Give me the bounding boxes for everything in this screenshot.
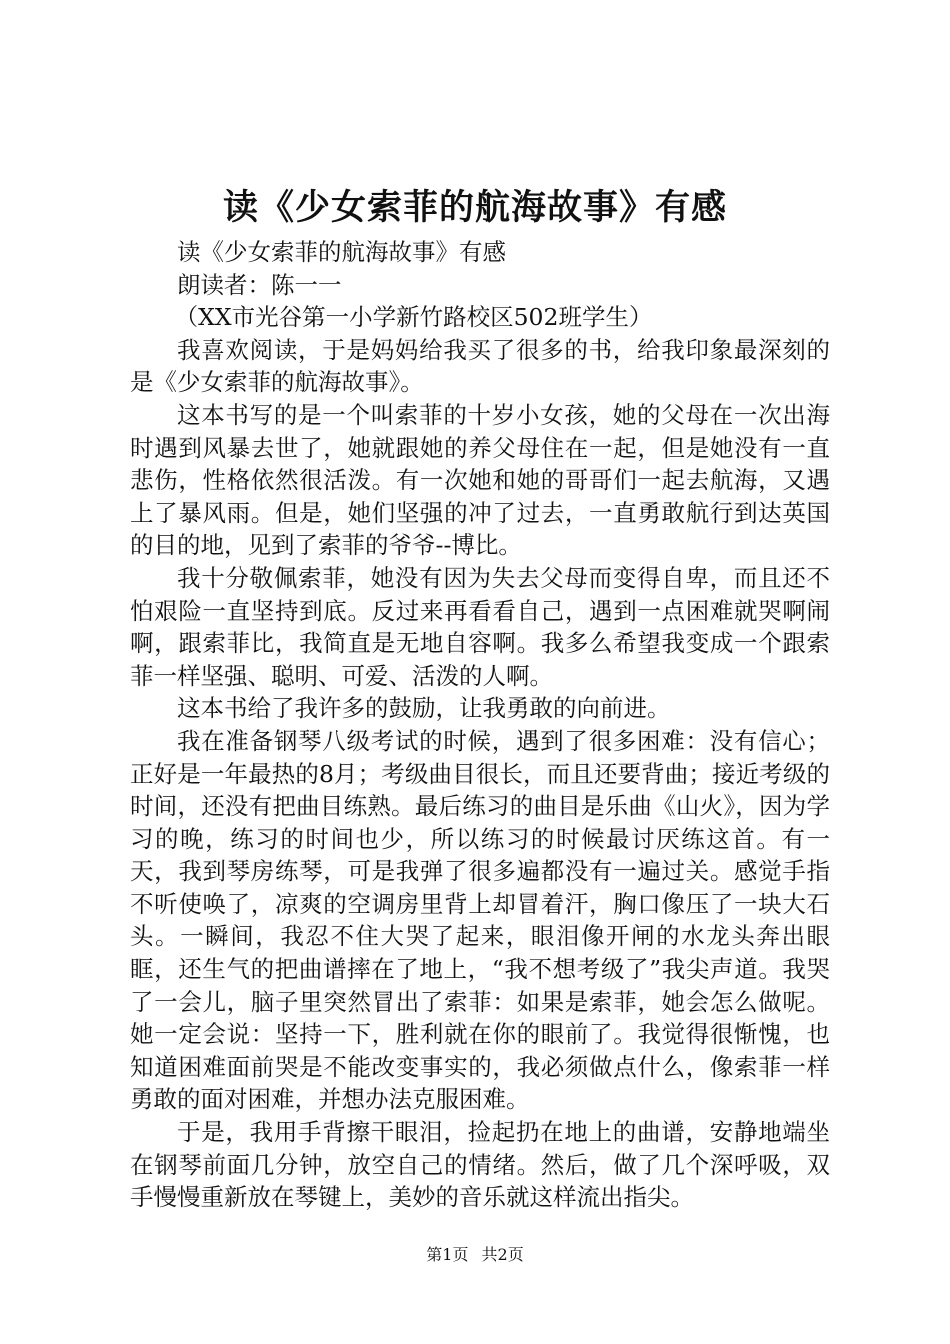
document-body xyxy=(130,236,830,1214)
paragraph-body: 我在准备钢琴八级考试的时候，遇到了很多困难：没有信心；正好是一年最热的8月；考级曲目很长，而且还要背曲；接近考级的时间，还没有把曲目练熟。最后练习的曲目是乐曲《山火》，因为学习的晚，练习的时间也少，所以练习的时候最讨厌练这首。有一天，我到琴房练琴，可是我弹了很多遍都没有一遍过关。感觉手指不听使唤了，凉爽的空调房里背上却冒着汗，胸口像压了一块大石头。一瞬间，我忍不住大哭了起来，眼泪像开闸的水龙头奔出眼眶，还生气的把曲谱摔在了地上，“我不想考级了”我尖声道。我哭了一会儿，脑子里突然冒出了索菲：如果是索菲，她会怎么做呢。她一定会说：坚持一下，胜利就在你的眼前了。我觉得很惭愧，也知道困难面前哭是不能改变事实的，我必须做点什么，像索菲一样勇敢的面对困难，并想办法克服困难。 xyxy=(130,726,830,1114)
paragraph-subtitle: 读《少女索菲的航海故事》有感 xyxy=(177,238,506,266)
paragraph-body: 于是，我用手背擦干眼泪，捡起扔在地上的曲谱，安静地端坐在钢琴前面几分钟，放空自己的情绪。然后，做了几个深呼吸，双手慢慢重新放在琴键上，美妙的音乐就这样流出指尖。 xyxy=(130,1118,830,1212)
page-footer xyxy=(0,1244,950,1266)
paragraph-body: 我喜欢阅读，于是妈妈给我买了很多的书，给我印象最深刻的是《少女索菲的航海故事》。 xyxy=(130,335,830,397)
paragraph-body: 这本书给了我许多的鼓励，让我勇敢的向前进。 xyxy=(177,694,671,723)
paragraph-body: 我十分敬佩索菲，她没有因为失去父母而变得自卑，而且还不怕艰险一直坚持到底。反过来再看看自己，遇到一点困难就哭啊闹啊，跟索菲比，我简直是无地自容啊。我多么希望我变成一个跟索菲一样坚强、聪明、可爱、活泼的人啊。 xyxy=(130,563,830,690)
document-title: 读《少女索菲的航海故事》有感 xyxy=(222,187,727,228)
paragraph-body: 这本书写的是一个叫索菲的十岁小女孩，她的父母在一次出海时遇到风暴去世了，她就跟她的养父母住在一起，但是她没有一直悲伤，性格依然很活泼。有一次她和她的哥哥们一起去航海，又遇上了暴风雨。但是，她们坚强的冲了过去，一直勇敢航行到达英国的目的地，见到了索菲的爷爷--博比。 xyxy=(130,400,830,560)
paragraph-school: （XX市光谷第一小学新竹路校区502班学生） xyxy=(174,303,653,332)
page-number-current: 第1页 xyxy=(426,1245,469,1264)
paragraph-reader: 朗读者：陈一一 xyxy=(177,270,342,299)
page-number-total: 共2页 xyxy=(481,1245,524,1264)
